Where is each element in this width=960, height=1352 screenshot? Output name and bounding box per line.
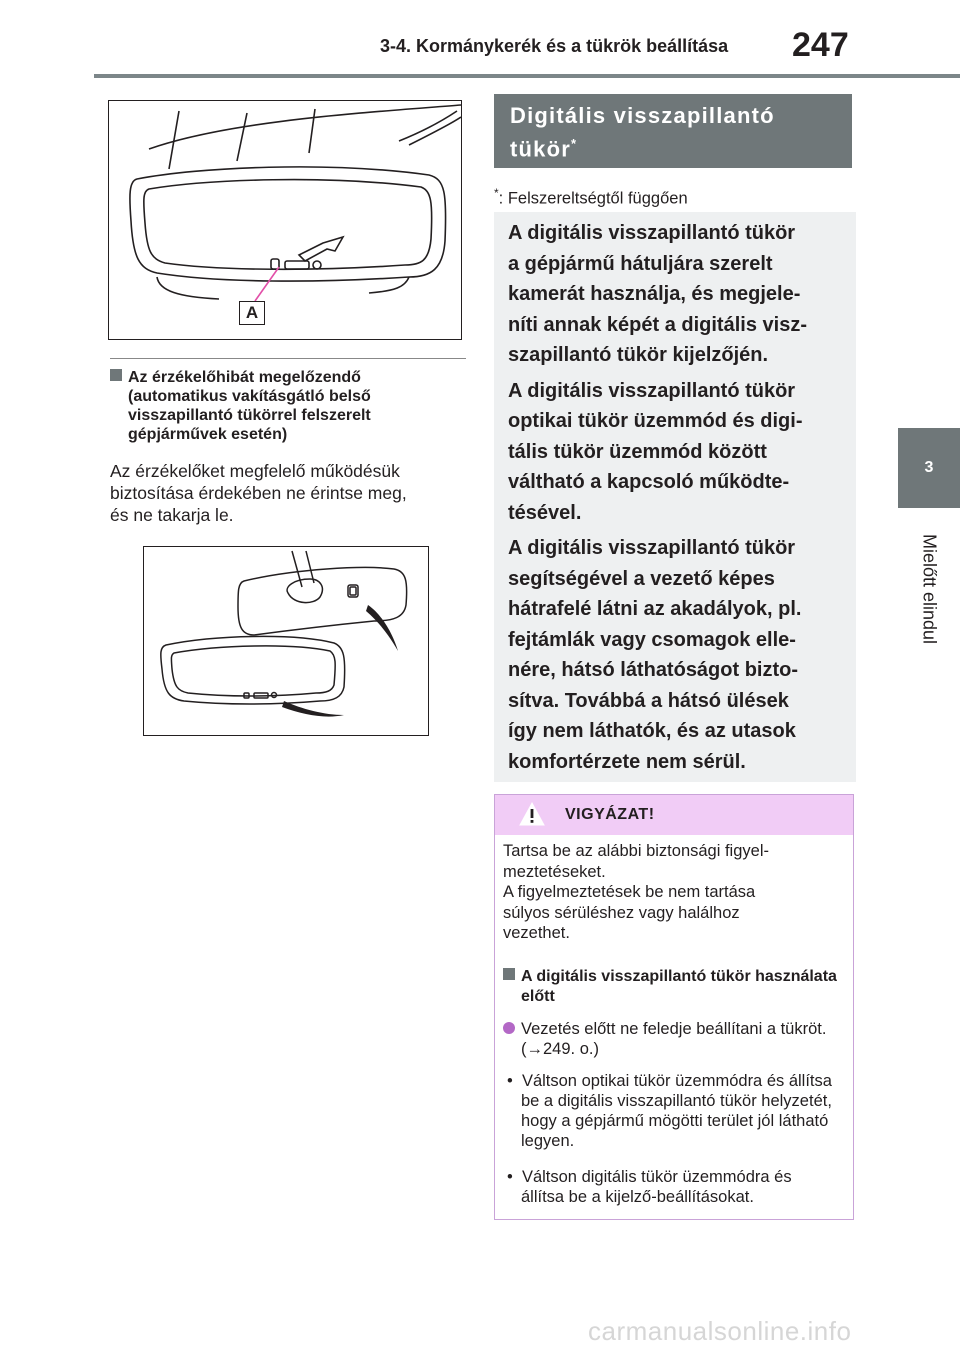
caution-bullet-text: Váltson digitális tükör üzemmódra és állítsa be a kijelző-beállításokat. — [521, 1168, 792, 1206]
warning-triangle-icon — [519, 801, 545, 827]
callout-leader — [255, 267, 279, 301]
section-heading-title — [510, 102, 775, 163]
footnote — [494, 186, 688, 209]
caution-bullet-item — [507, 1167, 837, 1207]
chapter-tab: 3 — [898, 428, 960, 508]
intro-paragraph-1: A digitális visszapillantó tükör a gépjármű hátuljára szerelt kamerát használja, és megjele- níti annak képét a digitális visz- szapillantó tükör kijelzőjén. — [508, 222, 807, 366]
page-header-title: 3-4. Kormánykerék és a tükrök beállítása — [380, 36, 729, 56]
caution-subheading — [503, 967, 843, 1007]
chapter-label — [898, 514, 960, 664]
watermark: carmanualsonline.info — [588, 1316, 852, 1346]
caution-bullet-item — [507, 1071, 837, 1151]
square-bullet-icon — [503, 968, 515, 980]
section-heading-text: Digitális visszapillantó tükör — [510, 103, 775, 162]
mirror-figure-2 — [143, 546, 429, 736]
heading-asterisk: * — [571, 136, 578, 151]
caution-header — [495, 795, 853, 835]
caution-title: VIGYÁZAT! — [565, 806, 655, 823]
chapter-label-text: Mielőtt elindul — [919, 533, 940, 645]
bullet-dot: • — [507, 1072, 513, 1090]
caution-box — [494, 794, 854, 1220]
bullet-dot: • — [507, 1168, 513, 1186]
sensor-warning-heading — [110, 368, 460, 444]
round-bullet-icon — [503, 1022, 515, 1034]
section-divider — [110, 358, 466, 359]
intro-paragraph-3: A digitális visszapillantó tükör segítségével a vezető képes hátrafelé látni az akadályok, pl. fejtámlák vagy csomagok elle- nére, hátsó láthatóságot bizto- sítva. Továbbá a hátsó ülések így nem láthatók, és az utasok komfortérzete nem sérül. — [508, 537, 802, 773]
mirror-figure-1 — [108, 100, 462, 340]
caution-bullet-text: Váltson optikai tükör üzemmódra és állítsa be a digitális visszapillantó tükör helyzetét, hogy a gépjármű mögötti terület jól látható legyen. — [521, 1072, 832, 1150]
callout-label-a: A — [239, 301, 265, 325]
sensor-warning-heading-text: Az érzékelőhibát megelőzendő (automatikus vakításgátló belső visszapillantó tükörrel felszerelt gépjárművek esetén) — [128, 369, 371, 443]
mirror-illustration-2 — [144, 547, 428, 735]
mirror-illustration-1 — [109, 101, 461, 339]
caution-subheading-text: A digitális visszapillantó tükör használata előtt — [521, 968, 837, 1005]
caution-dot-item — [503, 1019, 843, 1059]
page-number: 247 — [792, 26, 849, 64]
caution-intro: Tartsa be az alábbi biztonsági figyel- meztetéseket. A figyelmeztetések be nem tartása súlyos sérüléshez vagy halálhoz vezethet. — [503, 842, 769, 942]
intro-text — [508, 218, 848, 782]
intro-paragraph-2: A digitális visszapillantó tükör optikai tükör üzemmód és digi- tális tükör üzemmód között váltható a kapcsoló működte- tésével. — [508, 379, 803, 524]
sensor-warning-body: Az érzékelőket megfelelő működésük biztosítása érdekében ne érintse meg, és ne takarja le. — [110, 461, 407, 525]
section-heading — [494, 94, 852, 168]
caution-dot-item-text: Vezetés előtt ne feledje beállítani a tükröt. (→249. o.) — [521, 1020, 827, 1058]
header-rule — [94, 74, 960, 78]
square-bullet-icon — [110, 369, 122, 381]
footnote-text: : Felszereltségtől függően — [498, 189, 688, 208]
footnote-asterisk: * — [494, 186, 499, 200]
